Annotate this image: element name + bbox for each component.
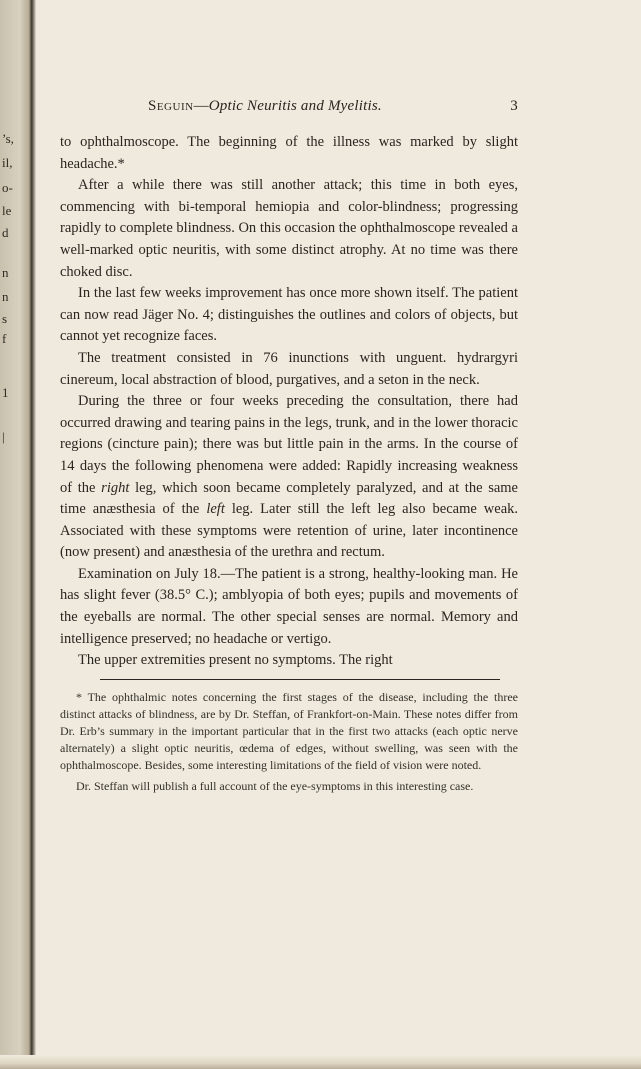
- paragraph: [60, 391, 518, 564]
- paragraph: to ophthalmoscope. The beginning of the illness was marked by slight headache.*: [60, 134, 518, 172]
- margin-fragment: il,: [2, 155, 13, 170]
- binding-gutter: [0, 0, 36, 1069]
- italic-word-left: left: [206, 501, 225, 518]
- paragraph-segment: leg, which soon became completely paralyzed, and at the same time anæsthesia of the: [60, 479, 518, 518]
- margin-fragment: o-: [2, 180, 13, 195]
- footnote-rule: [100, 679, 500, 680]
- margin-fragment: |: [2, 429, 5, 444]
- paragraph-segment: leg. Later still the left leg also became weak. Associated with these symptoms were retention of urine, later incontinence (now present) and anæsthesia of the urethra and rectum.: [60, 501, 518, 561]
- paragraph: Examination on July 18.—The patient is a strong, healthy-looking man. He has slight fever (38.5° C.); amblyopia of both eyes; pupils and movements of the eyeballs are normal. The other special senses are normal. Memory and intelligence preserved; no headache or vertigo.: [60, 565, 518, 647]
- margin-fragment: f: [2, 331, 7, 346]
- running-head-separator: —: [193, 98, 209, 114]
- body-text: [60, 132, 518, 672]
- footnotes: [60, 689, 518, 796]
- margin-fragment: n: [2, 289, 9, 304]
- paragraph: The upper extremities present no symptoms. The right: [78, 652, 393, 669]
- running-head-title: Optic Neuritis and Myelitis.: [208, 98, 382, 114]
- margin-fragment: d: [2, 225, 9, 240]
- paragraph: The treatment consisted in 76 inunctions with unguent. hydrargyri cinereum, local abstraction of blood, purgatives, and a seton in the neck.: [60, 349, 518, 388]
- paragraph: After a while there was still another attack; this time in both eyes, commencing with bi-temporal hemiopia and color-blindness; progressing rapidly to complete blindness. On this occasion the ophthalmoscope revealed a well-marked optic neuritis, with some distinct atrophy. At no time was there choked disc.: [60, 177, 518, 280]
- running-head: [60, 98, 518, 118]
- margin-fragment: le: [2, 203, 12, 218]
- paragraph: In the last few weeks improvement has once more shown itself. The patient can now read Jäger No. 4; distinguishes the outlines and colors of objects, but cannot yet recognize faces.: [60, 285, 518, 345]
- running-head-text: [148, 98, 382, 115]
- book-page: [60, 98, 518, 795]
- margin-fragment: ’s,: [2, 131, 14, 146]
- italic-word-right: right: [101, 479, 130, 496]
- page-bottom-edge: [0, 1055, 641, 1069]
- paragraph-segment: During the three or four weeks preceding the consultation, there had occurred drawing and tearing pains in the legs, trunk, and in the lower thoracic regions (cincture pain); there was but little pain in the arms. In the course of 14 days the following phenomena were added: Rapidly increasing weakness of the: [60, 393, 518, 496]
- margin-fragment: 1: [2, 385, 9, 400]
- margin-fragment: n: [2, 265, 9, 280]
- footnote: * The ophthalmic notes concerning the first stages of the disease, including the three distinct attacks of blindness, are by Dr. Steffan, of Frankfort-on-Main. These notes differ from Dr. Erb’s summary in the important particular that in the first two attacks (each optic nerve alternately) a slight optic neuritis, œdema of edges, without swelling, was seen with the ophthalmoscope. Besides, some interesting limitations of the field of vision were noted.: [60, 689, 518, 773]
- page-number: 3: [510, 98, 518, 114]
- running-head-author: Seguin: [148, 98, 194, 114]
- footnote: Dr. Steffan will publish a full account of the eye-symptoms in this interesting case.: [76, 779, 474, 794]
- margin-fragment: s: [2, 311, 8, 326]
